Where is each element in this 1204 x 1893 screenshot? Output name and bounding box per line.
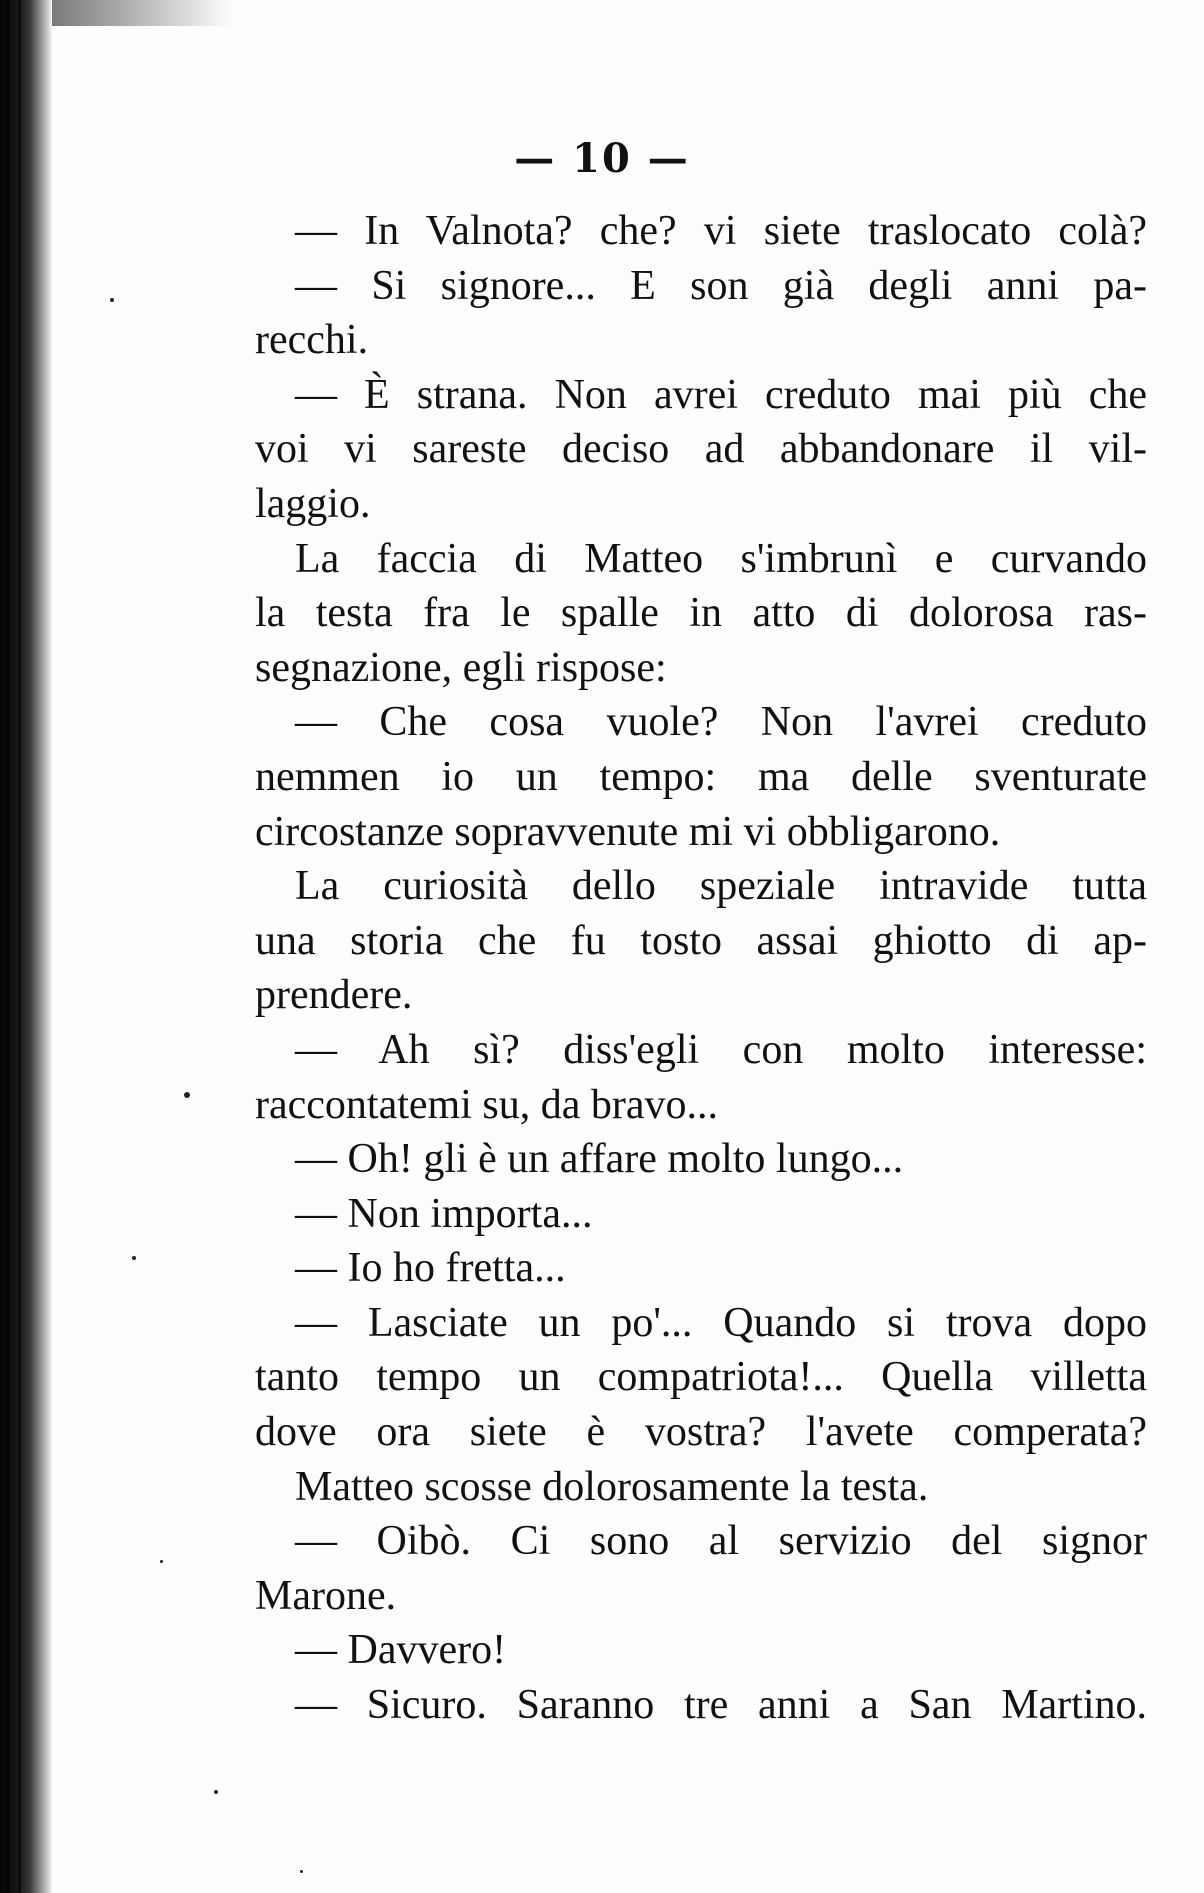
text-line: — Io ho fretta... [295, 1245, 566, 1292]
scan-speck [110, 298, 114, 302]
text-line: recchi. [255, 317, 369, 364]
text-line: — Davvero! [295, 1627, 507, 1674]
text-line: — In Valnota? che? vi siete traslocato colà? [295, 208, 1147, 254]
text-line: — Che cosa vuole? Non l'avrei creduto [295, 699, 1147, 746]
text-line: — Non importa... [295, 1190, 593, 1237]
text-line: La curiosità dello speziale intravide tutta [295, 863, 1147, 910]
text-line: voi vi sareste deciso ad abbandonare il vil- [255, 426, 1147, 473]
text-line: segnazione, egli rispose: [255, 644, 667, 691]
text-line: — Lasciate un po'... Quando si trova dopo [295, 1299, 1147, 1346]
scan-speck [184, 1092, 190, 1098]
binding-crease [6, 0, 9, 1893]
text-line: — Si signore... E son già degli anni pa- [295, 262, 1147, 309]
text-line: laggio. [255, 480, 371, 527]
text-line: — Oibò. Ci sono al servizio del signor [295, 1518, 1147, 1565]
text-line: nemmen io un tempo: ma delle sventurate [255, 753, 1147, 800]
text-line: Marone. [255, 1572, 397, 1619]
text-line: — Sicuro. Saranno tre anni a San Martino. [295, 1682, 1147, 1729]
body-text [255, 204, 1147, 1733]
text-line: tanto tempo un compatriota!... Quella villetta [255, 1354, 1147, 1401]
text-line: prendere. [255, 972, 413, 1019]
text-line: La faccia di Matteo s'imbrunì e curvando [295, 535, 1147, 582]
scan-speck [214, 1790, 218, 1794]
text-line: circostanze sopravvenute mi vi obbligarono. [255, 808, 1001, 855]
text-line: la testa fra le spalle in atto di dolorosa ras- [255, 590, 1147, 637]
text-line: dove ora siete è vostra? l'avete comperata? [255, 1409, 1147, 1456]
scan-speck [300, 1870, 303, 1873]
binding-crease [18, 0, 21, 1893]
text-line: una storia che fu tosto assai ghiotto di ap- [255, 917, 1147, 964]
text-line: — È strana. Non avrei creduto mai più che [295, 371, 1147, 418]
text-line: — Oh! gli è un affare molto lungo... [295, 1136, 904, 1183]
page-number: — 10 — [514, 135, 690, 182]
text-line: raccontatemi su, da bravo... [255, 1081, 718, 1128]
text-line: Matteo scosse dolorosamente la testa. [295, 1463, 929, 1510]
text-line: — Ah sì? diss'egli con molto interesse: [295, 1026, 1147, 1073]
scan-speck [160, 1560, 163, 1563]
scan-smudge [52, 0, 232, 26]
scan-speck [132, 1256, 136, 1260]
